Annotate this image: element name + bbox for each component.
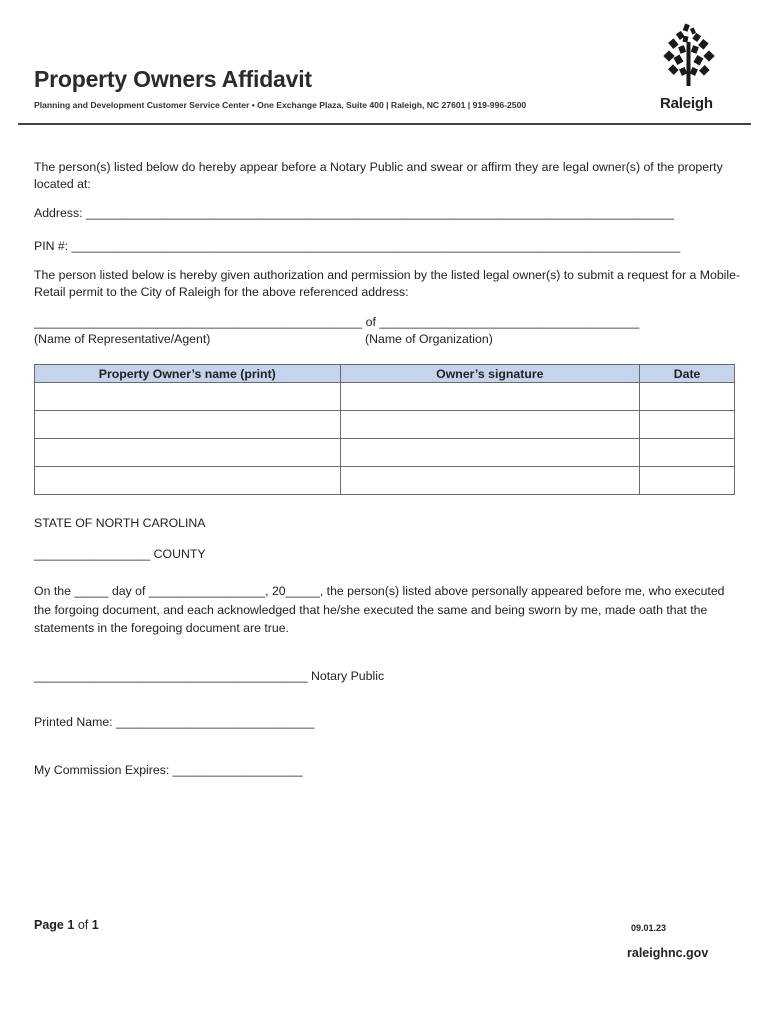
- notary-signature-field[interactable]: ________________________________________ Notary Public: [34, 669, 385, 683]
- owner-signature-header: Owner’s signature: [340, 365, 640, 383]
- contact-info: Planning and Development Customer Service Center • One Exchange Plaza, Suite 400 | Raleigh, NC 27601 | 919-996-2500: [34, 100, 527, 110]
- oath-statement[interactable]: On the _____ day of _________________, 20_____, the person(s) listed above personally appeared before me, who executed the forgoing document, and each acknowledged that he/she executed the same and being sworn by me, made oath that the statements in the foregoing document are true.: [34, 584, 725, 635]
- page-label: Page: [34, 918, 64, 932]
- owner-name-cell[interactable]: [35, 411, 341, 439]
- date-cell[interactable]: [640, 411, 735, 439]
- owner-name-cell[interactable]: [35, 467, 341, 495]
- pin-field[interactable]: PIN #: _________________________________________________________________________________________: [34, 239, 681, 253]
- table-row: [35, 383, 735, 411]
- printed-name-field[interactable]: Printed Name: _____________________________: [34, 715, 315, 729]
- date-cell[interactable]: [640, 439, 735, 467]
- organization-caption: (Name of Organization): [365, 332, 493, 346]
- logo-wordmark: Raleigh: [660, 95, 713, 112]
- commission-expires-field[interactable]: My Commission Expires: ___________________: [34, 763, 303, 777]
- state-label: STATE OF NORTH CAROLINA: [34, 516, 206, 530]
- owner-signature-cell[interactable]: [340, 439, 640, 467]
- page-of: of: [77, 918, 89, 932]
- table-row: [35, 411, 735, 439]
- header-divider: [18, 123, 751, 125]
- date-cell[interactable]: [640, 383, 735, 411]
- authorization-statement: The person listed below is hereby given authorization and permission by the listed legal owner(s) to submit a request for a Mobile-Retail permit to the City of Raleigh for the above referenced address:: [34, 268, 741, 299]
- table-header-row: [35, 365, 735, 383]
- page-title: Property Owners Affidavit: [34, 66, 312, 92]
- table-row: [35, 439, 735, 467]
- page-current: 1: [67, 918, 75, 932]
- table-row: [35, 467, 735, 495]
- owner-signature-cell[interactable]: [340, 411, 640, 439]
- owner-name-header: Property Owner’s name (print): [35, 365, 341, 383]
- address-field[interactable]: Address: ______________________________________________________________________________________: [34, 206, 675, 220]
- website-url: raleighnc.gov: [627, 946, 709, 960]
- owner-signature-cell[interactable]: [340, 467, 640, 495]
- revision-date: 09.01.23: [631, 923, 667, 933]
- intro-statement: The person(s) listed below do hereby appear before a Notary Public and swear or affirm they are legal owner(s) of the property located at:: [34, 160, 723, 191]
- representative-organization-line[interactable]: ________________________________________________ of ______________________________________: [34, 315, 640, 329]
- owner-name-cell[interactable]: [35, 383, 341, 411]
- county-field[interactable]: _________________ COUNTY: [34, 547, 206, 561]
- representative-caption: (Name of Representative/Agent): [34, 332, 211, 346]
- date-header: Date: [640, 365, 735, 383]
- owners-table: [34, 364, 735, 495]
- date-cell[interactable]: [640, 467, 735, 495]
- tree-logo-icon: [662, 22, 716, 92]
- owner-name-cell[interactable]: [35, 439, 341, 467]
- raleigh-logo: [656, 22, 722, 118]
- page-number: [34, 918, 99, 932]
- owner-signature-cell[interactable]: [340, 383, 640, 411]
- page-total: 1: [91, 918, 99, 932]
